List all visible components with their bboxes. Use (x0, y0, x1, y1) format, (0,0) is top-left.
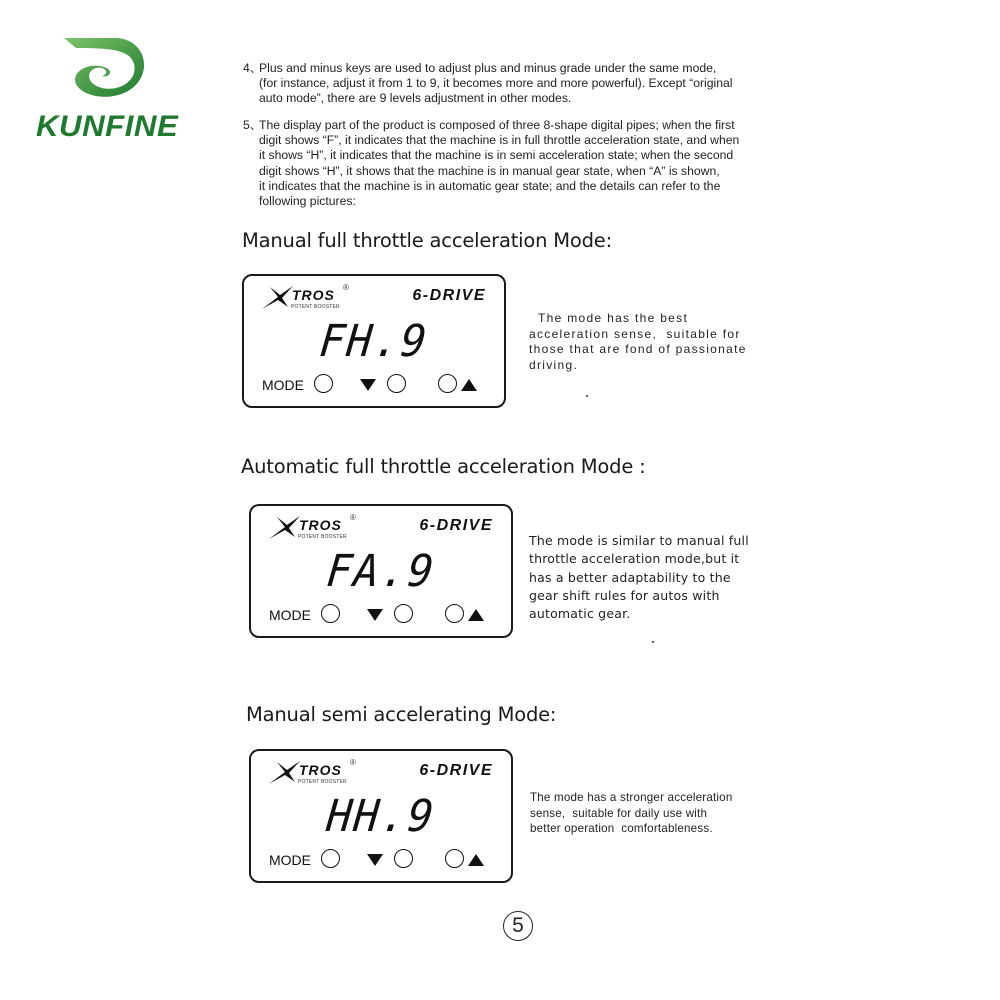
registered-mark: ® (350, 758, 356, 767)
mode-label: MODE (269, 607, 311, 623)
mode-label: MODE (269, 852, 311, 868)
down-triangle-icon (367, 854, 383, 866)
xtros-brand (260, 285, 360, 313)
panel-controls (269, 848, 499, 872)
up-triangle-icon (468, 854, 484, 866)
x-logo-icon (267, 760, 301, 786)
description-line: sense, suitable for daily use with (530, 806, 708, 820)
paragraph-line: The display part of the product is composed of three 8-shape digital pipes; when the first (259, 118, 735, 132)
plus-button[interactable] (445, 849, 464, 868)
plus-button[interactable] (438, 374, 457, 393)
mode-button[interactable] (321, 849, 340, 868)
segment-display: FA.9 (324, 546, 438, 597)
paragraph-line: it shows “H”, it indicates that the machine is in semi acceleration state; when the second (259, 148, 734, 163)
paragraph-line: following pictures: (259, 194, 356, 209)
model-label: 6-DRIVE (419, 517, 493, 534)
description-line: The mode has the best (529, 311, 689, 325)
model-label: 6-DRIVE (412, 287, 486, 304)
mode-button[interactable] (314, 374, 333, 393)
paragraph-number: 4、 (243, 61, 262, 75)
description-line: The mode is similar to manual full (529, 533, 749, 548)
brand-word: TROS (299, 517, 342, 533)
registered-mark: ® (343, 283, 349, 292)
mode-heading-automatic-full: Automatic full throttle acceleration Mode : (241, 455, 646, 478)
paragraph-5 (243, 118, 813, 209)
x-logo-icon (267, 515, 301, 541)
mode-button[interactable] (321, 604, 340, 623)
device-panel-manual-full (242, 274, 506, 408)
paragraph-line: (for instance, adjust it from 1 to 9, it becomes more and more powerful). Except “original (259, 76, 733, 91)
kunfine-logo (34, 36, 194, 146)
mode-description-manual-semi (530, 790, 732, 837)
xtros-brand (267, 515, 367, 543)
description-line: The mode has a stronger acceleration (530, 791, 733, 804)
panel-controls (269, 603, 499, 627)
up-triangle-icon (468, 609, 484, 621)
x-logo-icon (260, 285, 294, 311)
description-line: those that are fond of passionate (529, 342, 747, 356)
paragraph-line: digit shows “F”, it indicates that the machine is in full throttle acceleration state, and when (259, 133, 740, 148)
description-line: acceleration sense, suitable for (529, 326, 741, 341)
device-panel-manual-semi (249, 749, 513, 883)
mode-heading-manual-full: Manual full throttle acceleration Mode: (242, 229, 612, 252)
stray-dot (652, 641, 654, 643)
swirl-logo-icon (62, 36, 152, 108)
minus-button[interactable] (387, 374, 406, 393)
xtros-brand (267, 760, 367, 788)
paragraph-number: 5、 (243, 118, 262, 132)
plus-button[interactable] (445, 604, 464, 623)
brand-tagline: POTENT BOOSTER (298, 534, 347, 540)
segment-display: HH.9 (324, 791, 438, 842)
brand-tagline: POTENT BOOSTER (298, 779, 347, 785)
description-line: throttle acceleration mode,but it (529, 551, 740, 567)
brand-word: TROS (299, 762, 342, 778)
paragraph-line: digit shows “H”, it shows that the machine is in manual gear state, when “A” is shown, (259, 163, 720, 178)
brand-word: TROS (292, 287, 335, 303)
mode-heading-manual-semi: Manual semi accelerating Mode: (246, 703, 557, 726)
model-label: 6-DRIVE (419, 762, 493, 779)
registered-mark: ® (350, 513, 356, 522)
device-panel-automatic-full (249, 504, 513, 638)
minus-button[interactable] (394, 604, 413, 623)
up-triangle-icon (461, 379, 477, 391)
down-triangle-icon (360, 379, 376, 391)
paragraph-line: Plus and minus keys are used to adjust plus and minus grade under the same mode, (259, 61, 717, 75)
paragraph-line: it indicates that the machine is in automatic gear state; and the details can refer to the (259, 178, 721, 193)
panel-controls (262, 373, 492, 397)
brand-name: KUNFINE (36, 110, 179, 143)
description-line: has a better adaptability to the (529, 569, 731, 585)
mode-description-automatic-full (529, 532, 749, 623)
description-line: gear shift rules for autos with (529, 587, 720, 603)
minus-button[interactable] (394, 849, 413, 868)
paragraph-4 (243, 61, 813, 107)
description-line: automatic gear. (529, 606, 631, 622)
description-line: better operation comfortableness. (530, 822, 713, 835)
paragraph-line: auto mode”, there are 9 levels adjustment in other modes. (259, 91, 572, 106)
stray-dot (586, 395, 588, 397)
mode-label: MODE (262, 377, 304, 393)
description-line: driving. (529, 357, 579, 372)
segment-display: FH.9 (317, 316, 431, 367)
brand-tagline: POTENT BOOSTER (291, 304, 340, 310)
down-triangle-icon (367, 609, 383, 621)
page-number: 5 (503, 911, 533, 941)
mode-description-manual-full (529, 311, 747, 373)
